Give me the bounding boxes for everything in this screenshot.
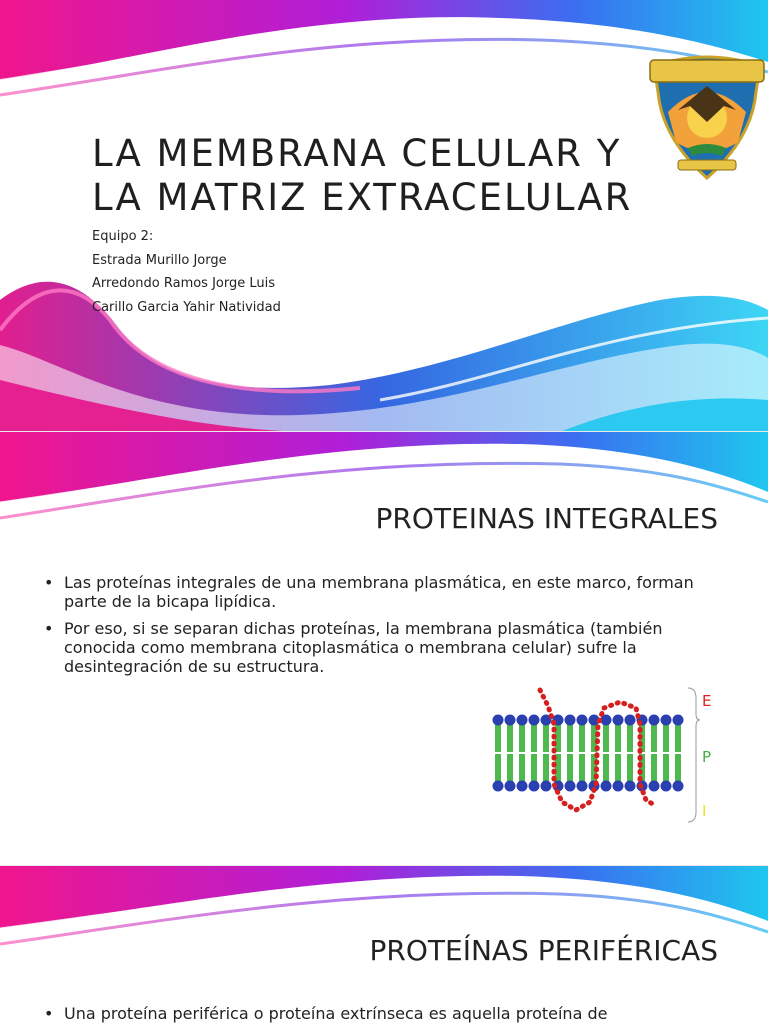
university-seal-logo — [648, 52, 766, 182]
slide-title: PROTEINAS INTEGRALES — [375, 502, 718, 535]
title-slide — [0, 0, 768, 432]
label-p: P — [702, 748, 712, 766]
bullet-dot-icon: • — [44, 573, 54, 592]
label-i: I — [702, 802, 707, 820]
slide-peripheral-proteins — [0, 866, 768, 1024]
bullet-item: • Las proteínas integrales de una membrana plasmática, en este marco, forman parte de la bicapa lipídica. — [44, 573, 694, 611]
team-member: Carillo Garcia Yahir Natividad — [92, 299, 281, 315]
label-e: E — [702, 692, 712, 710]
title-line-1: LA MEMBRANA CELULAR Y — [92, 132, 622, 175]
team-label: Equipo 2: — [92, 229, 154, 244]
lipid-bilayer — [493, 715, 684, 792]
bullet-item: • Por eso, si se separan dichas proteínas, la membrana plasmática (también conocida como membrana citoplasmática o membrana celular) sufre la desintegración de su estructura. — [44, 619, 663, 676]
bullet-dot-icon: • — [44, 619, 54, 638]
team-member: Arredondo Ramos Jorge Luis — [92, 276, 276, 291]
bullet-dot-icon: • — [44, 1004, 54, 1023]
membrane-protein-diagram — [490, 684, 722, 834]
bullet-list — [40, 573, 720, 684]
bullet-list — [40, 1004, 720, 1024]
slide-title: PROTEÍNAS PERIFÉRICAS — [369, 934, 718, 967]
team-info — [92, 229, 281, 323]
bullet-item: • Una proteína periférica o proteína extrínseca es aquella proteína de — [44, 1004, 608, 1023]
title-line-2: LA MATRIZ EXTRACELULAR — [92, 176, 633, 219]
presentation-title — [92, 132, 652, 220]
slide-integral-proteins — [0, 432, 768, 866]
team-member: Estrada Murillo Jorge — [92, 252, 227, 268]
